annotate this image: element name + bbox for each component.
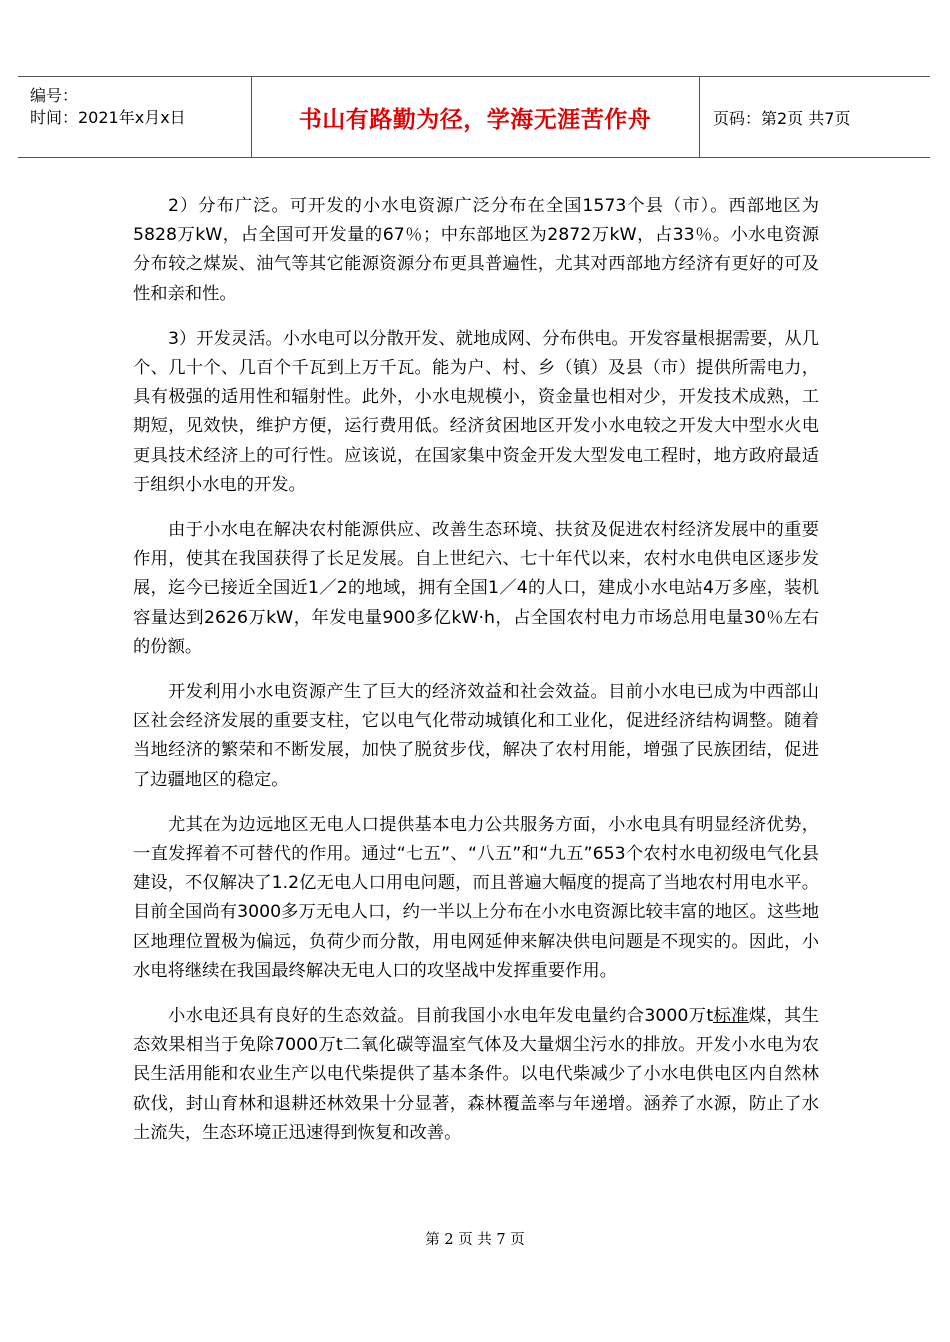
paragraph-flexibility: 3）开发灵活。小水电可以分散开发、就地成网、分布供电。开发容量根据需要，从几个、几十个、几百个千瓦到上万千瓦。能为户、村、乡（镇）及县（市）提供所需电力，具有极强的适用性和辐射性。此外，小水电规模小，资金量也相对少，开发技术成熟，工期短，见效快，维护方便，运行费用低。经济贫困地区开发小水电较之开发大中型水火电更具技术经济上的可行性。应该说，在国家集中资金开发大型发电工程时，地方政府最适于组织小水电的开发。: [133, 328, 819, 495]
paragraph-ecology: [133, 1002, 819, 1148]
ecology-text-start: 小水电还具有良好的生态效益。目前我国小水电年发电量约合3000万t: [168, 1006, 714, 1027]
header-left-cell: [18, 77, 252, 157]
page-header: [18, 76, 930, 158]
paragraph-distribution: 2）分布广泛。可开发的小水电资源广泛分布在全国1573个县（市）。西部地区为5828万kW，占全国可开发量的67％；中东部地区为2872万kW，占33％。小水电资源分布较之煤炭、油气等其它能源资源分布更具普遍性，尤其对西部地方经济有更好的可及性和亲和性。: [133, 196, 819, 304]
paragraph-development: 由于小水电在解决农村能源供应、改善生态环境、扶贫及促进农村经济发展中的重要作用，使其在我国获得了长足发展。自上世纪六、七十年代以来，农村水电供电区逐步发展，迄今已接近全国近1／2的地域，拥有全国1／4的人口，建成小水电站4万多座，装机容量达到2626万kW，年发电量900多亿kW·h，占全国农村电力市场总用电量30％左右的份额。: [133, 520, 819, 657]
header-right-cell: [699, 77, 930, 157]
underlined-term: 标准: [713, 1006, 749, 1027]
paragraph-remote-areas: 尤其在为边远地区无电人口提供基本电力公共服务方面，小水电具有明显经济优势，一直发挥着不可替代的作用。通过“七五”、“八五”和“九五”653个农村水电初级电气化县建设，不仅解决了1.2亿无电人口用电问题，而且普遍大幅度的提高了当地农村用电水平。目前全国尚有3000多万无电人口，约一半以上分布在小水电资源比较丰富的地区。这些地区地理位置极为偏远，负荷少而分散，用电网延伸来解决供电问题是不现实的。因此，小水电将继续在我国最终解决无电人口的攻坚战中发挥重要作用。: [133, 814, 819, 981]
document-time-label: 时间：2021年x月x日: [30, 108, 186, 127]
paragraph-benefits: 开发利用小水电资源产生了巨大的经济效益和社会效益。目前小水电已成为中西部山区社会经济发展的重要支柱，它以电气化带动城镇化和工业化，促进经济结构调整。随着当地经济的繁荣和不断发展，加快了脱贫步伐，解决了农村用能，增强了民族团结，促进了边疆地区的稳定。: [133, 682, 819, 790]
document-body: [133, 192, 819, 1164]
header-motto: 书山有路勤为径，学海无涯苦作舟: [298, 106, 652, 133]
ecology-text-end: 煤，其生态效果相当于免除7000万t二氧化碳等温室气体及大量烟尘污水的排放。开发小水电为农民生活用能和农业生产以电代柴提供了基本条件。以电代柴减少了小水电供电区内自然林砍伐，封山育林和退耕还林效果十分显著，森林覆盖率与年递增。涵养了水源，防止了水土流失，生态环境正迅速得到恢复和改善。: [133, 1006, 819, 1143]
page-footer: 第 2 页 共 7 页: [425, 1232, 525, 1248]
header-page-info: 页码：第2页 共7页: [713, 108, 851, 128]
document-number-label: 编号：: [30, 86, 79, 105]
header-middle-cell: [251, 77, 700, 157]
